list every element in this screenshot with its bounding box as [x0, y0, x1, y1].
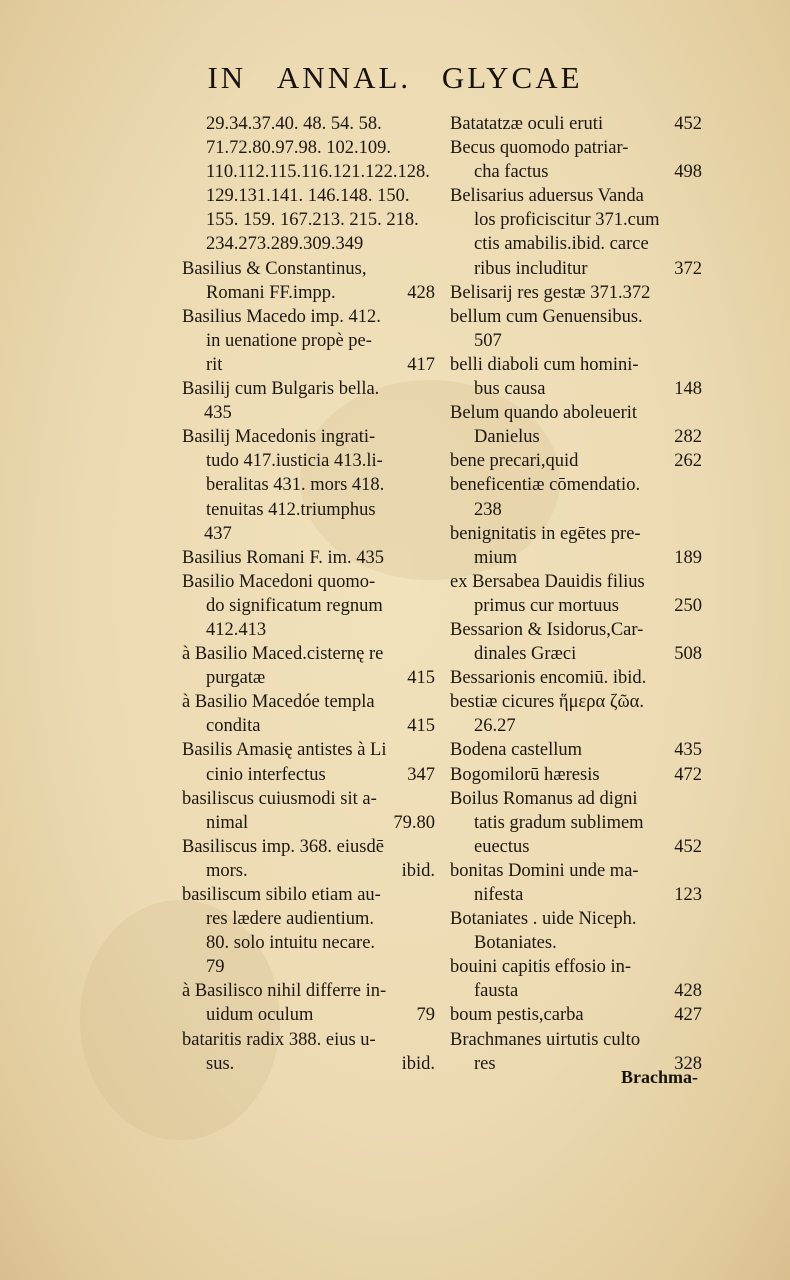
index-entry-line: [450, 714, 702, 738]
entry-text: Brachmanes uirtutis culto: [450, 1029, 641, 1050]
index-entry-line: [182, 931, 435, 955]
entry-page-number: 347: [407, 764, 435, 785]
entry-text: 79: [206, 957, 225, 978]
index-entry-line: [182, 907, 435, 931]
entry-page-number: 472: [674, 764, 702, 785]
index-entry-line: [182, 570, 435, 594]
entry-text: beralitas 431. mors 418.: [206, 475, 385, 496]
index-entry-line: [182, 136, 435, 160]
entry-page-number: 123: [674, 885, 702, 905]
entry-page-number: 79.80: [393, 812, 435, 833]
index-entry-line: [182, 449, 435, 473]
entry-text: 110.112.115.116.121.122.128.: [206, 162, 430, 183]
entry-page-number: 498: [674, 162, 702, 183]
index-entry-line: [182, 618, 435, 642]
entry-page-number: 262: [674, 451, 702, 472]
index-entry-line: [182, 642, 435, 666]
entry-text: Belum quando aboleuerit: [450, 403, 638, 424]
entry-text: à Basilio Maced.cisternę re: [182, 644, 384, 665]
entry-page-number: 452: [674, 836, 702, 857]
entry-text: res: [474, 1053, 496, 1074]
entry-text: tenuitas 412.triumphus: [206, 499, 376, 520]
entry-text: Basilij Macedonis ingrati-: [182, 427, 376, 448]
entry-text: Romani FF.impp.: [206, 282, 336, 303]
index-entry-line: [182, 690, 435, 714]
index-entry-line: [182, 112, 435, 136]
entry-page-number: 428: [674, 981, 702, 1002]
index-entry-line: [182, 1052, 435, 1076]
index-entry-line: [450, 979, 702, 1003]
entry-page-number: 372: [674, 258, 702, 279]
index-entry-line: [182, 281, 435, 305]
entry-page-number: 435: [674, 740, 702, 761]
index-entry-line: [450, 329, 702, 353]
catchword: Brachma-: [621, 1067, 698, 1087]
entry-text: Basilij cum Bulgaris bella.: [182, 379, 380, 400]
entry-text: basiliscum sibilo etiam au-: [182, 885, 381, 905]
header-word: GLYCAE: [441, 60, 583, 95]
entry-text: cha factus: [474, 162, 549, 183]
index-entry-line: [450, 305, 702, 329]
index-entry-line: [450, 546, 702, 570]
index-entry-line: [182, 1028, 435, 1052]
index-entry-line: [450, 787, 702, 811]
entry-text: basiliscus cuiusmodi sit a-: [182, 788, 377, 809]
entry-text: bellum cum Genuensibus.: [450, 306, 643, 327]
entry-page-number: 282: [674, 427, 702, 448]
index-entry-line: [182, 522, 435, 546]
entry-text: in uenatione propè pe-: [206, 330, 372, 351]
entry-text: Botaniates . uide Niceph.: [450, 909, 637, 930]
entry-page-number: 415: [407, 668, 435, 689]
index-column-right: [450, 112, 702, 1076]
index-entry-line: [450, 931, 702, 955]
entry-text: Basilius Macedo imp. 412.: [182, 306, 381, 327]
entry-text: beneficentiæ cōmendatio.: [450, 475, 641, 496]
index-entry-line: [450, 811, 702, 835]
index-entry-line: [450, 859, 702, 883]
entry-text: benignitatis in egētes pre-: [450, 523, 641, 544]
index-entry-line: [450, 763, 702, 787]
entry-text: Bessarionis encomiū. ibid.: [450, 668, 647, 689]
index-entry-line: [450, 160, 702, 184]
index-entry-line: [450, 425, 702, 449]
entry-text: los proficiscitur 371.cum: [474, 210, 660, 231]
entry-text: 155. 159. 167.213. 215. 218.: [206, 210, 419, 231]
index-entry-line: [450, 738, 702, 762]
entry-text: bus causa: [474, 379, 546, 400]
index-entry-line: [450, 377, 702, 401]
entry-text: condita: [206, 716, 261, 737]
index-entry-line: [450, 570, 702, 594]
entry-text: Boilus Romanus ad digni: [450, 788, 638, 809]
entry-text: purgatæ: [206, 668, 266, 689]
index-entry-line: [182, 160, 435, 184]
entry-page-number: 427: [674, 1005, 702, 1026]
index-entry-line: [450, 907, 702, 931]
entry-text: Becus quomodo patriar-: [450, 138, 629, 159]
index-entry-line: [450, 449, 702, 473]
index-entry-line: [182, 811, 435, 835]
index-entry-line: [450, 1003, 702, 1027]
index-entry-line: [450, 835, 702, 859]
entry-text: 437: [204, 523, 232, 544]
index-entry-line: [182, 955, 435, 979]
entry-text: 238: [474, 499, 502, 520]
entry-text: Basiliscus imp. 368. eiusdē: [182, 836, 384, 857]
index-entry-line: [182, 546, 435, 570]
entry-text: Basilius Romani F. im. 435: [182, 547, 385, 568]
entry-text: res lædere audientium.: [206, 909, 374, 930]
index-entry-line: [182, 257, 435, 281]
entry-text: Belisarius aduersus Vanda: [450, 186, 644, 207]
entry-text: euectus: [474, 836, 530, 857]
index-entry-line: [182, 666, 435, 690]
index-entry-line: [450, 618, 702, 642]
entry-page-number: ibid.: [401, 860, 435, 881]
index-entry-line: [182, 738, 435, 762]
index-entry-line: [450, 184, 702, 208]
entry-text: belli diaboli cum homini-: [450, 354, 639, 375]
entry-text: uidum oculum: [206, 1005, 314, 1026]
entry-page-number: 79: [416, 1005, 435, 1026]
index-entry-line: [450, 473, 702, 497]
index-entry-line: [450, 498, 702, 522]
index-entry-line: [182, 594, 435, 618]
index-entry-line: [450, 257, 702, 281]
index-entry-line: [450, 112, 702, 136]
index-entry-line: [182, 401, 435, 425]
entry-page-number: 508: [674, 644, 702, 665]
index-entry-line: [182, 763, 435, 787]
index-entry-line: [450, 208, 702, 232]
entry-page-number: 428: [407, 282, 435, 303]
entry-text: bouini capitis effosio in-: [450, 957, 632, 978]
entry-text: 435: [204, 403, 232, 424]
index-entry-line: [450, 281, 702, 305]
entry-text: bataritis radix 388. eius u-: [182, 1029, 376, 1050]
entry-text: do significatum regnum: [206, 595, 383, 616]
index-entry-line: [450, 955, 702, 979]
header-word: IN: [207, 60, 247, 95]
entry-text: fausta: [474, 981, 519, 1002]
entry-page-number: 328: [674, 1053, 702, 1074]
entry-text: Danielus: [474, 427, 540, 448]
index-entry-line: [182, 835, 435, 859]
entry-text: sus.: [206, 1053, 235, 1074]
entry-page-number: 250: [674, 595, 702, 616]
entry-text: ribus includitur: [474, 258, 588, 279]
index-entry-line: [182, 787, 435, 811]
index-entry-line: [450, 522, 702, 546]
entry-text: à Basilisco nihil differre in-: [182, 981, 387, 1002]
entry-page-number: ibid.: [401, 1053, 435, 1074]
index-entry-line: [182, 208, 435, 232]
index-entry-line: [450, 594, 702, 618]
entry-page-number: 148: [674, 379, 702, 400]
index-entry-line: [450, 666, 702, 690]
entry-text: 80. solo intuitu necare.: [206, 933, 376, 954]
entry-text: ctis amabilis.ibid. carce: [474, 234, 649, 255]
index-entry-line: [182, 305, 435, 329]
entry-text: ex Bersabea Dauidis filius: [450, 571, 645, 592]
entry-text: Basilis Amasię antistes à Li: [182, 740, 387, 761]
index-entry-line: [450, 690, 702, 714]
header-word: ANNAL.: [276, 60, 412, 95]
entry-text: Batatatzæ oculi eruti: [450, 114, 604, 134]
index-column-left: [182, 112, 435, 1076]
entry-text: Bessarion & Isidorus,Car-: [450, 619, 644, 640]
entry-text: bonitas Domini unde ma-: [450, 860, 639, 881]
entry-text: Bogomilorū hæresis: [450, 764, 600, 785]
index-entry-line: [182, 498, 435, 522]
entry-text: dinales Græci: [474, 644, 577, 665]
index-entry-line: [182, 883, 435, 907]
entry-text: 234.273.289.309.349: [206, 234, 364, 255]
entry-page-number: 415: [407, 716, 435, 737]
entry-text: cinio interfectus: [206, 764, 326, 785]
entry-text: 71.72.80.97.98. 102.109.: [206, 138, 391, 159]
entry-text: 507: [474, 330, 502, 351]
entry-text: 26.27: [474, 716, 516, 737]
index-entry-line: [182, 979, 435, 1003]
entry-page-number: 189: [674, 547, 702, 568]
entry-text: tudo 417.iusticia 413.li-: [206, 451, 383, 472]
index-entry-line: [182, 425, 435, 449]
running-header: [0, 60, 790, 96]
index-entry-line: [182, 859, 435, 883]
entry-text: primus cur mortuus: [474, 595, 619, 616]
index-entry-line: [450, 642, 702, 666]
index-entry-line: [182, 1003, 435, 1027]
entry-text: Basilio Macedoni quomo-: [182, 571, 376, 592]
index-entry-line: [182, 714, 435, 738]
index-entry-line: [182, 184, 435, 208]
index-entry-line: [182, 329, 435, 353]
index-entry-line: [450, 136, 702, 160]
entry-page-number: 417: [407, 354, 435, 375]
index-entry-line: [182, 353, 435, 377]
entry-text: mium: [474, 547, 518, 568]
entry-text: 129.131.141. 146.148. 150.: [206, 186, 410, 207]
entry-text: tatis gradum sublimem: [474, 812, 644, 833]
entry-text: nifesta: [474, 885, 524, 905]
entry-text: Basilius & Constantinus,: [182, 258, 367, 279]
entry-text: nimal: [206, 812, 249, 833]
index-entry-line: [450, 232, 702, 256]
index-entry-line: [182, 473, 435, 497]
entry-text: bene precari,quid: [450, 451, 579, 472]
entry-text: à Basilio Macedóe templa: [182, 692, 375, 713]
entry-text: bestiæ cicures ἥμερα ζῶα.: [450, 692, 644, 713]
entry-text: Belisarij res gestæ 371.372: [450, 282, 651, 303]
index-entry-line: [450, 883, 702, 907]
entry-text: Bodena castellum: [450, 740, 583, 761]
index-entry-line: [450, 353, 702, 377]
entry-page-number: 452: [674, 114, 702, 134]
entry-text: 412.413: [206, 619, 267, 640]
index-entry-line: [182, 232, 435, 256]
index-entry-line: [450, 1028, 702, 1052]
entry-text: mors.: [206, 860, 248, 881]
entry-text: boum pestis,carba: [450, 1005, 584, 1026]
entry-text: 29.34.37.40. 48. 54. 58.: [206, 114, 382, 134]
index-entry-line: [182, 377, 435, 401]
entry-text: rit: [206, 354, 223, 375]
entry-text: Botaniates.: [474, 933, 557, 954]
index-entry-line: [450, 401, 702, 425]
